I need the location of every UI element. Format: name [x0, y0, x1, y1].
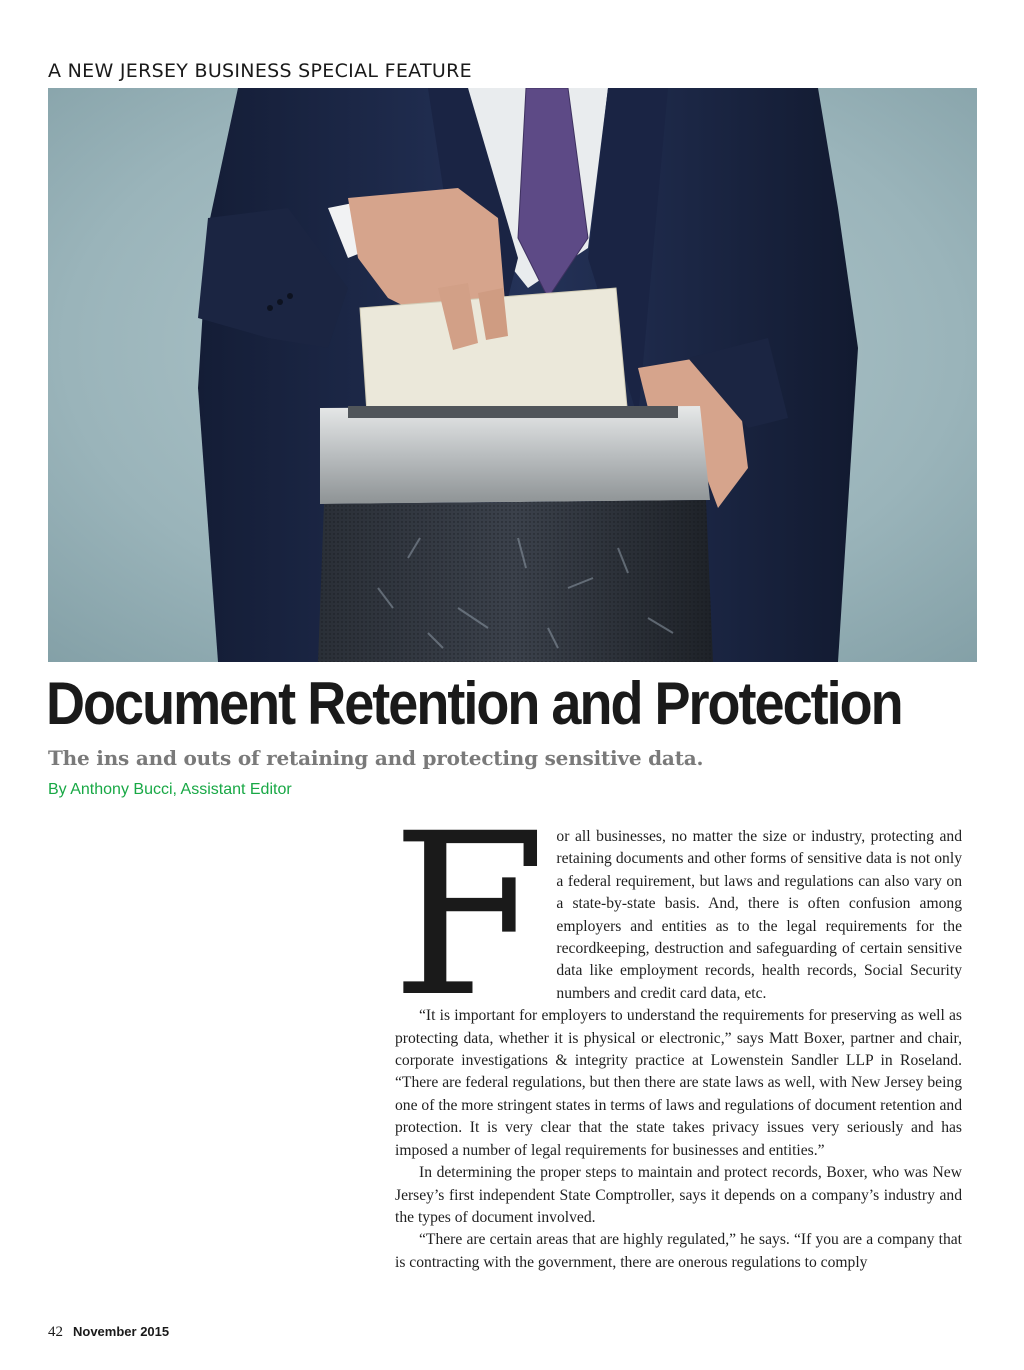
article-subtitle: The ins and outs of retaining and protecting sensitive data.: [48, 746, 704, 770]
article-title: Document Retention and Protection: [46, 670, 902, 737]
article-byline: By Anthony Bucci, Assistant Editor: [48, 781, 292, 798]
article-paragraph: “It is important for employers to understand the requirements for preserving as well as protecting data, whether it is physical or electronic,” says Matt Boxer, partner and chair, corporate investigations & integrity practice at Lowenstein Sandler LLP in Roseland. “There are federal regulations, but then there are state laws as well, with New Jersey being one of the more stringent states in terms of laws and regulations of document retention and protection. It is very clear that the state takes privacy issues very seriously and has imposed a number of legal requirements for businesses and entities.”: [395, 1007, 962, 1159]
article-paragraph: “There are certain areas that are highly regulated,” he says. “If you are a company that is contracting with the government, there are onerous regulations to comply: [395, 1231, 962, 1271]
issue-date: November 2015: [73, 1324, 170, 1339]
article-body: [391, 785, 962, 1274]
section-kicker: A NEW JERSEY BUSINESS SPECIAL FEATURE: [48, 60, 472, 82]
page-footer: [48, 1324, 169, 1341]
article-paragraph: In determining the proper steps to maintain and protect records, Boxer, who was New Jersey’s first independent State Comptroller, says it depends on a company’s industry and the types of document involved.: [395, 1164, 962, 1226]
drop-cap: F: [391, 785, 547, 1046]
hero-photo-businessman-shredding-paper: [48, 88, 977, 662]
article-paragraph: or all businesses, no matter the size or industry, protecting and retaining documents and other forms of sensitive data is not only a federal requirement, but laws and regulations can also vary on a state-by-state basis. And, there is often confusion among employers and entities as to the legal requirements for the recordkeeping, destruction and safeguarding of certain sensitive data like employment records, health records, Social Security numbers and credit card data, etc.: [556, 828, 962, 1002]
page-number: 42: [48, 1324, 63, 1340]
